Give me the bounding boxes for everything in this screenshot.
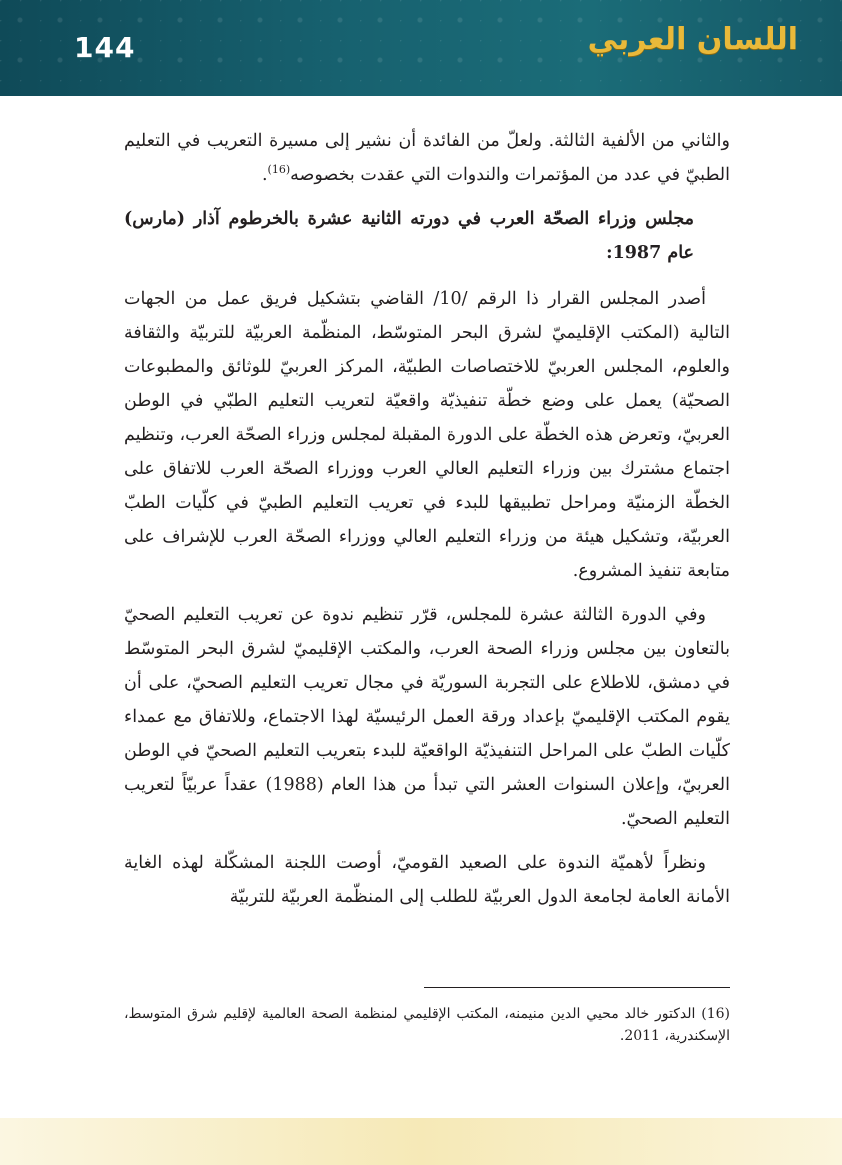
body-paragraph-2: وفي الدورة الثالثة عشرة للمجلس، قرّر تنظيم ندوة عن تعريب التعليم الصحيّ بالتعاون بين مجلس وزراء الصحة العرب، والمكتب الإقليميّ لشرق البحر المتوسّط في دمشق، للاطلاع على التجربة السوريّة في مجال تعريب التعليم الصحيّ، على أن يقوم المكتب الإقليميّ بإعداد ورقة العمل الرئيسيّة لهذا الاجتماع، وللاتفاق مع عمداء كلّيات الطبّ على المراحل التنفيذيّة الواقعيّة للبدء بتعريب التعليم الصحيّ في الوطن العربيّ، وإعلان السنوات العشر التي تبدأ من هذا العام (1988) عقداً عربيّاً لتعريب التعليم الصحيّ. — [124, 605, 730, 829]
body-paragraph-3: ونظراً لأهميّة الندوة على الصعيد القوميّ، أوصت اللجنة المشكّلة لهذه الغاية الأمانة العامة لجامعة الدول العربيّة للطلب إلى المنظّمة العربيّة للتربيّة — [124, 853, 730, 907]
page-number: 144 — [74, 31, 136, 64]
body-paragraph-1: أصدر المجلس القرار ذا الرقم /10/ القاضي بتشكيل فريق عمل من الجهات التالية (المكتب الإقليميّ لشرق البحر المتوسّط، المنظّمة العربيّة للتربيّة والثقافة والعلوم، المجلس العربيّ للاختصاصات الطبيّة، المركز العربيّ للوثائق والمطبوعات الصحيّة) يعمل على وضع خطّة تنفيذيّة واقعيّة لتعريب التعليم الطبّي في الوطن العربيّ، وتعرض هذه الخطّة على الدورة المقبلة لمجلس وزراء الصحّة العرب، وتنظيم اجتماع مشترك بين وزراء التعليم العالي العرب ووزراء الصحّة العرب للاتفاق على الخطّة الزمنيّة ومراحل تطبيقها للبدء في تعريب التعليم الطبيّ في كلّيات الطبّ العربيّة، وتشكيل هيئة من وزراء التعليم العالي ووزراء الصحّة العرب للإشراف على متابعة تنفيذ المشروع. — [124, 289, 730, 581]
footnote-text: الدكتور خالد محيي الدين منيمنه، المكتب الإقليمي لمنظمة الصحة العالمية لإقليم شرق المتوسط، الإسكندرية، 2011. — [124, 1006, 730, 1044]
intro-end: . — [261, 165, 268, 185]
footnote-reference[interactable]: (16) — [267, 163, 291, 177]
journal-logo: اللسان العربي — [587, 22, 798, 57]
section-heading: مجلس وزراء الصحّة العرب في دورته الثانية عشرة بالخرطوم آذار (مارس) عام 1987: — [124, 209, 694, 263]
footnote — [124, 1003, 730, 1047]
footnote-number: (16) — [701, 1006, 731, 1022]
intro-paragraph — [124, 124, 730, 192]
page-footer-band — [0, 1118, 842, 1165]
footnote-divider — [424, 987, 730, 988]
article-body — [124, 124, 730, 914]
intro-text: والثاني من الألفية الثالثة. ولعلّ من الفائدة أن نشير إلى مسيرة التعريب في التعليم الطبيّ في عدد من المؤتمرات والندوات التي عقدت بخصوصه — [124, 131, 730, 185]
page-header — [0, 0, 842, 96]
